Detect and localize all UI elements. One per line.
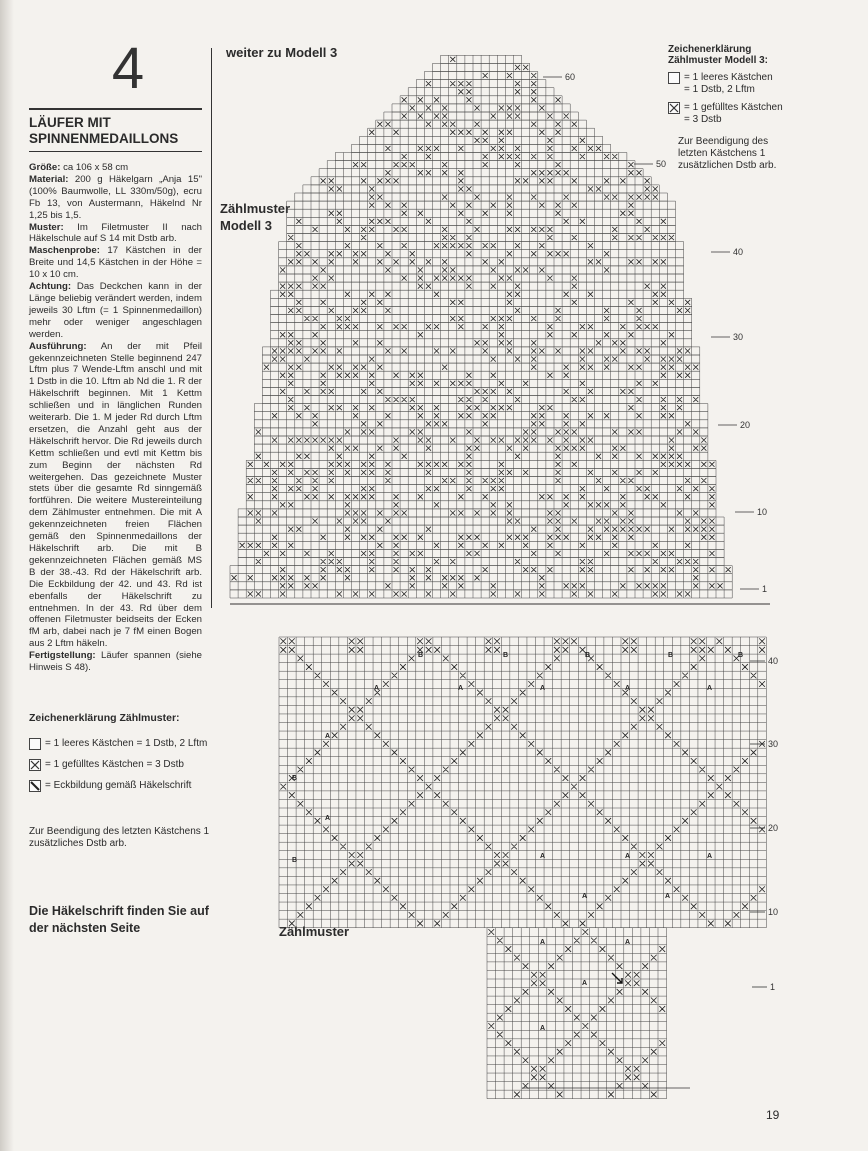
section-letter-b: B	[503, 652, 509, 659]
section-letter-a: A	[582, 893, 588, 900]
legend-text: = 1 leeres Kästchen	[684, 72, 773, 83]
row-number-label: 10	[768, 907, 779, 917]
row-number-label: 20	[740, 420, 751, 430]
section-letter-a: A	[540, 1025, 546, 1032]
caption-line: Zählmuster	[220, 201, 291, 216]
para-text: An der mit Pfeil gekennzeichneten Stelle beginnend 247 Lftm plus 7 Wende-Lftm anschl und mit 1 Dstb in die 10. Lftm ab Nd die 1. R der Häkelschrift beginnen. Mit 1 Kettm schließen und in länglichen Runden weiterarb. Die 1. M jeder Rd durch Lftm ersetzen, die Anzahl geht aus der Häkelschrift hervor. Die Rd jeweils durch Kettm schließen und evtl mit Kettm bis zum Beginn der nächsten Rd weitergehen. Das gezeichnete Muster stets über die gesamte Rd sinngemäß fortführen. Die weitere Mustereinteilung dem Zählmuster entnehmen. Die mit A gekennzeichneten freien Flächen gemäß den Spinnenmedaillons der Häkelschrift arb. Die mit B gekennzeichneten Flächen gemäß MS B der 38.-43. Rd der Häkelschrift arb. Die Eckbildung der 42. und 43. Rd ist ebenfalls der Häkelschrift zu entnehmen. In der 43. Rd über dem offenen Filetmuster beidseits der Ecken fM arb, dabei nach je 7 fM einen Bogen aus 2 Lftm häkeln.	[29, 340, 202, 650]
legend-note: Zur Beendigung des letzten Kästchens 1 zusätzlichen Dstb arb.	[678, 136, 777, 171]
page-number: 4	[111, 36, 145, 101]
legend-heading: Zeichenerklärung	[668, 44, 752, 55]
zahlmuster-grid-lines	[279, 637, 766, 1099]
chart-grid-lines	[230, 55, 732, 598]
caption-zahlmuster: Zählmuster	[279, 924, 350, 939]
para-text: Das Deckchen kann in der Länge beliebig verändert werden, indem jeweils 30 Lftm (= 1 Spinnenmedaillon) mehr oder weniger angeschlagen werden.	[29, 281, 202, 340]
section-letter-b: B	[292, 775, 298, 782]
title-line-2: SPINNENMEDAILLONS	[29, 131, 179, 146]
section-letter-b: B	[585, 652, 591, 659]
section-letter-a: A	[625, 939, 631, 946]
top-chart	[230, 55, 732, 598]
legend-heading: Zeichenerklärung Zählmuster:	[29, 712, 180, 724]
section-letter-a: A	[540, 853, 546, 860]
row-number-label: 30	[733, 332, 744, 342]
row-number-label: 30	[768, 739, 779, 749]
hint-next-page: Die Häkelschrift finden Sie auf der nächsten Seite	[29, 904, 209, 935]
row-number-label: 10	[757, 507, 768, 517]
row-number-label: 1	[762, 584, 768, 594]
section-letter-a: A	[540, 685, 546, 692]
legend-text: = 1 gefülltes Kästchen = 3 Dstb	[45, 759, 184, 770]
section-letter-a: A	[707, 853, 713, 860]
para-text: Im Filetmuster II nach Häkelschule auf S 14 mit Dstb arb.	[29, 221, 202, 245]
row-number-label: 20	[768, 823, 779, 833]
row-number-label: 1	[770, 982, 776, 992]
section-letter-a: A	[540, 939, 546, 946]
legend-text: = 1 gefülltes Kästchen	[684, 102, 783, 113]
para-label: Maschenprobe:	[29, 245, 100, 257]
legend-heading: Zählmuster Modell 3:	[668, 55, 769, 66]
para-text: ca 106 x 58 cm	[60, 162, 129, 173]
caption-line: Modell 3	[220, 218, 273, 233]
section-letter-a: A	[325, 815, 331, 822]
para-label: Material:	[29, 173, 69, 185]
section-letter-b: B	[418, 652, 424, 659]
caption-weiter: weiter zu Modell 3	[226, 45, 338, 60]
legend-value: = 1 Dstb, 2 Lftm	[684, 84, 755, 95]
para-label: Ausführung:	[29, 340, 87, 352]
row-number-label: 40	[733, 247, 744, 257]
section-letter-a: A	[665, 893, 671, 900]
para-text: 200 g Häkelgarn „Anja 15" (100% Baumwolle, LL 330m/50g), ecru Fb 13, von Austermann, Häkelnd Nr 1,25 bis 1,5.	[29, 173, 202, 221]
legend-note: Zur Beendigung des letzten Kästchens 1 zusätzliches Dstb arb.	[29, 826, 210, 849]
legend-text: = Eckbildung gemäß Häkelschrift	[45, 780, 192, 791]
section-letter-a: A	[374, 685, 380, 692]
section-letter-a: A	[707, 685, 713, 692]
start-arrow-icon	[612, 973, 622, 983]
section-letter-a: A	[325, 733, 331, 740]
section-letter-b: B	[668, 652, 674, 659]
para-label: Fertigstellung:	[29, 650, 96, 662]
legend-value: = 3 Dstb	[684, 114, 722, 125]
para-label: Muster:	[29, 221, 64, 233]
para-label: Achtung:	[29, 281, 72, 293]
footer-page-number: 19	[766, 1108, 780, 1122]
section-letter-b: B	[292, 857, 298, 864]
row-number-label: 40	[768, 656, 779, 666]
row-number-label: 50	[656, 159, 667, 169]
section-letter-b: B	[738, 652, 744, 659]
para-text: Läufer spannen (siehe Hinweis S 48).	[29, 650, 202, 674]
section-letter-a: A	[458, 685, 464, 692]
row-number-label: 60	[565, 72, 576, 82]
section-letter-a: A	[625, 853, 631, 860]
para-label: Größe:	[29, 162, 61, 173]
title-line-1: LÄUFER MIT	[29, 115, 111, 130]
legend-text: = 1 leeres Kästchen = 1 Dstb, 2 Lftm	[45, 738, 208, 749]
para-text: 17 Kästchen in der Breite und 14,5 Kästchen in der Höhe = 10 x 10 cm.	[29, 245, 202, 281]
section-letter-a: A	[625, 685, 631, 692]
section-letter-a: A	[582, 980, 588, 987]
